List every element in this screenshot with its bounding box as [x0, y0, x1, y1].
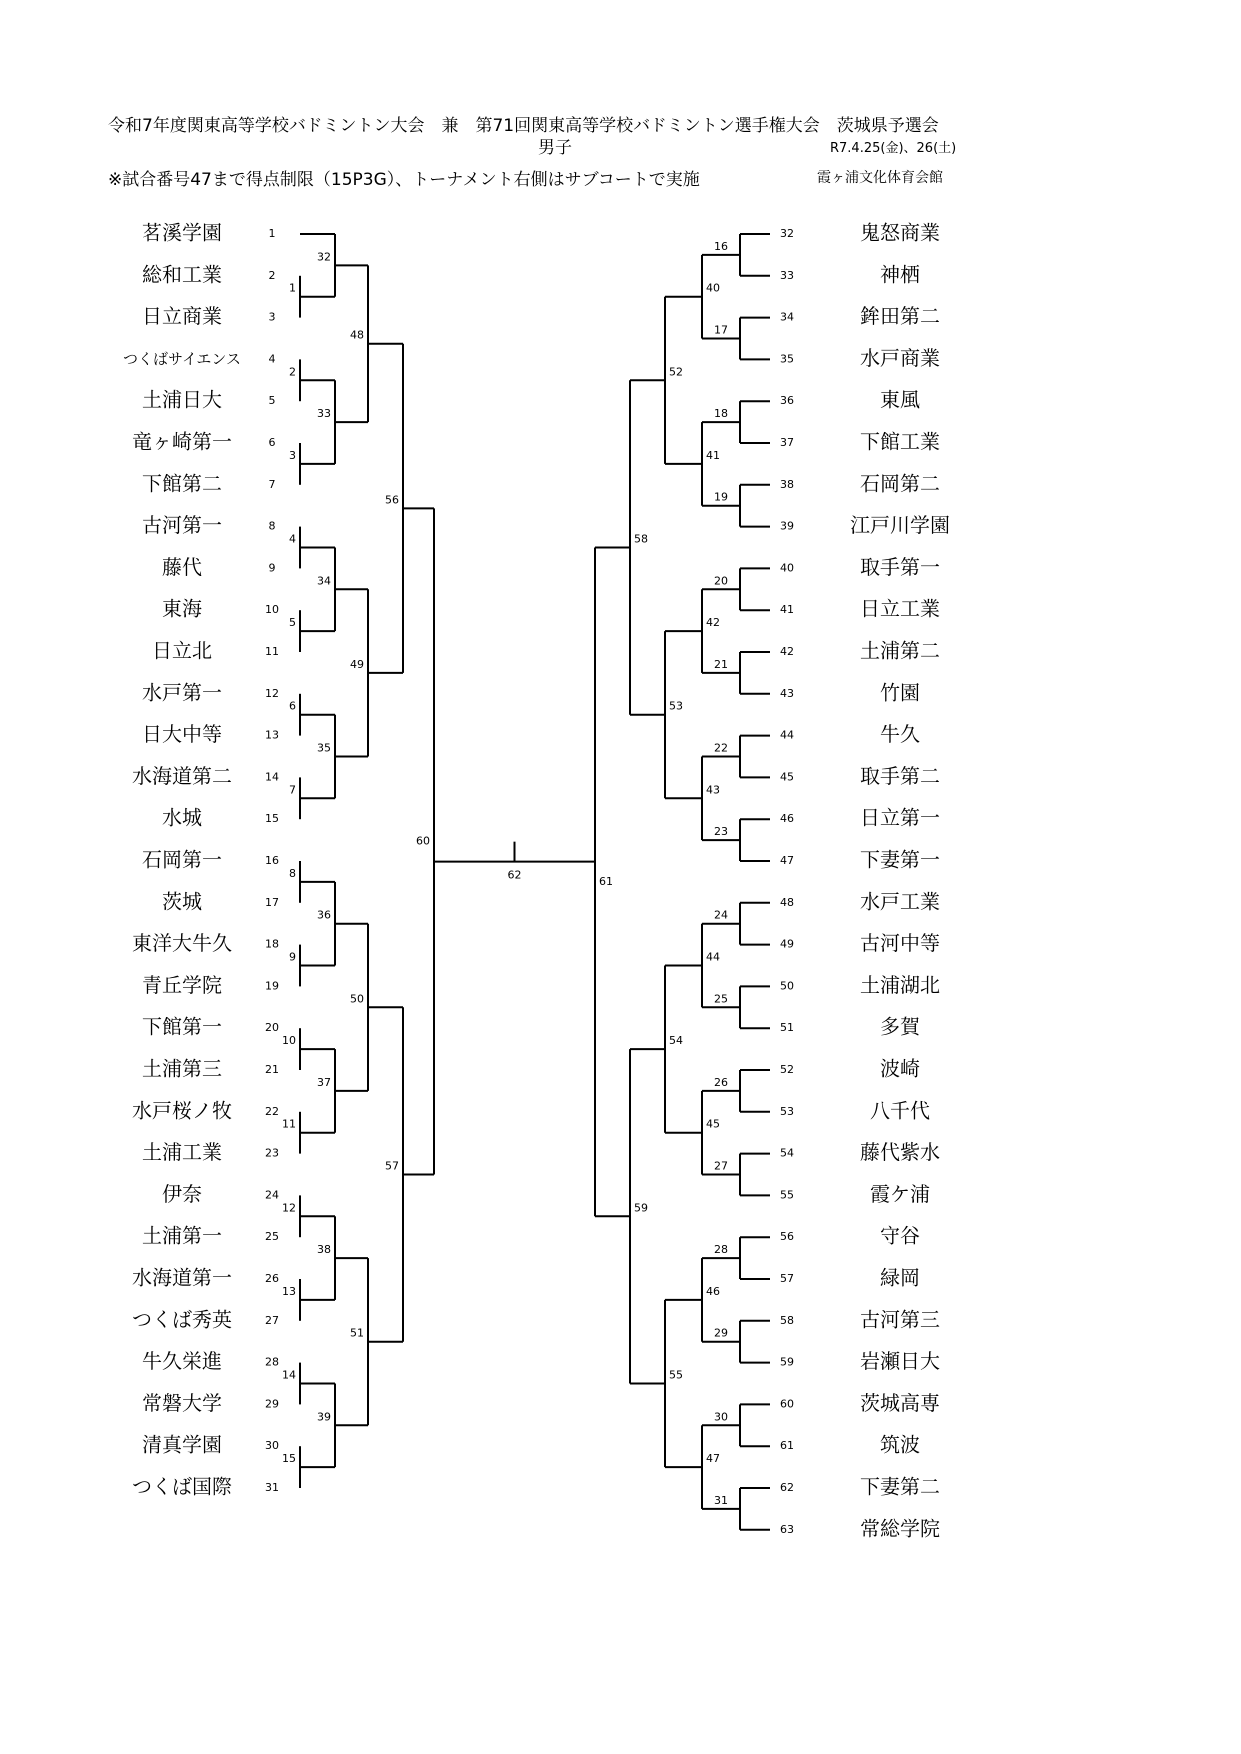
match-number: 6	[289, 699, 296, 713]
team-name: 鬼怒商業	[860, 220, 940, 245]
team-name: 水戸商業	[860, 345, 940, 370]
seed-number: 32	[780, 227, 794, 240]
team-name: 東風	[880, 387, 920, 412]
team-name: 取手第二	[860, 763, 940, 788]
seed-number: 35	[780, 352, 794, 366]
seed-number: 3	[268, 310, 276, 324]
seed-number: 2	[268, 268, 276, 282]
team-name: 多賀	[880, 1014, 920, 1039]
team-name: 常磐大学	[142, 1390, 222, 1415]
match-number: 19	[714, 490, 728, 504]
seed-number: 39	[780, 519, 794, 533]
seed-number: 14	[265, 770, 279, 784]
seed-number: 5	[268, 394, 276, 408]
seed-number: 53	[780, 1104, 794, 1118]
seed-number: 29	[265, 1397, 279, 1411]
team-name: 茨城	[162, 889, 202, 914]
seed-number: 11	[265, 645, 279, 658]
match-number: 33	[317, 407, 331, 421]
match-number: 5	[289, 616, 296, 630]
seed-number: 37	[780, 436, 794, 449]
team-name: 日立商業	[142, 304, 222, 329]
seed-number: 17	[265, 895, 279, 909]
seed-number: 51	[780, 1021, 794, 1035]
seed-number: 47	[780, 854, 794, 867]
match-number: 2	[289, 365, 296, 379]
seed-number: 9	[268, 561, 276, 575]
match-number: 24	[714, 908, 728, 922]
match-number: 54	[669, 1034, 683, 1048]
match-number: 13	[282, 1284, 296, 1298]
team-name: つくばサイエンス	[123, 349, 241, 368]
seed-number: 13	[265, 728, 279, 742]
team-name: 霞ケ浦	[870, 1181, 930, 1206]
match-number: 29	[714, 1326, 728, 1340]
team-name: 石岡第一	[142, 847, 222, 872]
seed-number: 59	[780, 1355, 794, 1369]
team-name: 竹園	[880, 680, 920, 705]
team-name: 土浦湖北	[860, 972, 940, 997]
seed-number: 46	[780, 812, 794, 826]
team-name: 下館工業	[860, 429, 940, 454]
seed-number: 50	[780, 979, 794, 993]
team-name: 波崎	[880, 1056, 920, 1081]
match-number: 20	[714, 574, 728, 588]
match-number: 22	[714, 741, 728, 755]
team-name: 土浦日大	[142, 387, 222, 412]
team-name: つくば国際	[132, 1474, 232, 1499]
seed-number: 61	[780, 1439, 794, 1453]
match-number: 40	[706, 281, 720, 295]
match-number: 36	[317, 908, 331, 922]
team-name: 茨城高専	[860, 1390, 940, 1415]
seed-number: 41	[780, 603, 794, 617]
seed-number: 21	[265, 1063, 279, 1076]
seed-number: 18	[265, 937, 279, 951]
team-name: 緑岡	[880, 1265, 920, 1290]
scoring-note: ※試合番号47まで得点制限（15P3G）、トーナメント右側はサブコートで実施	[108, 170, 700, 190]
team-name: 日大中等	[142, 722, 222, 747]
team-name: 常総学院	[860, 1516, 940, 1541]
match-number: 25	[714, 992, 728, 1006]
tournament-title: 令和7年度関東高等学校バドミントン大会 兼 第71回関東高等学校バドミントン選手権大会 茨城県予選会	[108, 116, 939, 136]
seed-number: 57	[780, 1272, 794, 1285]
match-number: 14	[282, 1368, 296, 1382]
match-number: 7	[289, 783, 296, 797]
team-name: 下館第二	[142, 471, 222, 496]
match-number: 8	[289, 866, 296, 880]
seed-number: 56	[780, 1230, 794, 1244]
team-name: 茗溪学園	[142, 220, 222, 245]
match-number: 51	[350, 1326, 364, 1340]
team-name: 東海	[162, 596, 202, 621]
team-name: 水戸工業	[860, 889, 940, 914]
seed-number: 44	[780, 728, 794, 742]
team-name: 青丘学院	[142, 972, 222, 997]
match-number: 46	[706, 1284, 720, 1298]
match-number: 61	[599, 874, 613, 888]
seed-number: 12	[265, 686, 279, 700]
seed-number: 7	[268, 477, 276, 491]
team-name: 水戸桜ノ牧	[132, 1098, 232, 1123]
match-number: 18	[714, 407, 728, 421]
venue-label: 霞ヶ浦文化体育会館	[817, 170, 943, 186]
seed-number: 63	[780, 1522, 794, 1536]
team-name: 鉾田第二	[860, 304, 940, 329]
team-name: 伊奈	[162, 1181, 202, 1206]
team-name: 牛久	[880, 722, 920, 747]
match-number: 17	[714, 323, 728, 337]
seed-number: 54	[780, 1146, 794, 1160]
match-number: 62	[507, 868, 522, 882]
seed-number: 55	[780, 1188, 794, 1202]
seed-number: 25	[265, 1230, 279, 1244]
team-name: 水海道第二	[132, 763, 232, 788]
team-name: 取手第一	[860, 554, 940, 579]
seed-number: 10	[265, 603, 279, 617]
team-name: 土浦工業	[142, 1140, 222, 1165]
seed-number: 1	[268, 227, 276, 240]
match-number: 50	[350, 992, 364, 1006]
team-name: 水戸第一	[142, 680, 222, 705]
match-number: 9	[289, 950, 296, 964]
seed-number: 22	[265, 1104, 279, 1118]
team-name: 岩瀬日大	[860, 1349, 940, 1374]
team-name: つくば秀英	[132, 1307, 232, 1332]
team-name: 古河第三	[860, 1307, 940, 1332]
team-name: 竜ヶ崎第一	[132, 429, 232, 454]
match-number: 16	[714, 239, 728, 253]
match-number: 47	[706, 1452, 720, 1466]
seed-number: 26	[265, 1272, 279, 1285]
match-number: 48	[350, 328, 364, 342]
seed-number: 36	[780, 394, 794, 408]
match-number: 35	[317, 741, 331, 755]
seed-number: 16	[265, 854, 279, 867]
event-dates: R7.4.25(金)、26(土)	[830, 141, 957, 156]
seed-number: 33	[780, 268, 794, 282]
match-number: 58	[634, 532, 648, 546]
team-name: 清真学園	[142, 1432, 222, 1457]
match-number: 56	[385, 493, 399, 507]
team-name: 下妻第二	[860, 1474, 940, 1499]
match-number: 11	[282, 1117, 296, 1131]
match-number: 43	[706, 783, 720, 797]
team-name: 藤代紫水	[860, 1140, 940, 1165]
team-name: 土浦第三	[142, 1056, 222, 1081]
match-number: 27	[714, 1159, 728, 1173]
team-name: 筑波	[880, 1432, 920, 1457]
seed-number: 45	[780, 770, 794, 784]
seed-number: 48	[780, 895, 794, 909]
team-name: 守谷	[880, 1223, 920, 1248]
team-name: 古河中等	[860, 931, 940, 956]
match-number: 52	[669, 365, 683, 379]
seed-number: 52	[780, 1063, 794, 1076]
match-number: 41	[706, 448, 720, 462]
match-number: 4	[289, 532, 296, 546]
match-number: 55	[669, 1368, 683, 1382]
match-number: 10	[282, 1034, 296, 1048]
seed-number: 15	[265, 812, 279, 826]
seed-number: 20	[265, 1021, 279, 1035]
team-name: 牛久栄進	[142, 1349, 222, 1374]
team-name: 水海道第一	[132, 1265, 232, 1290]
team-name: 土浦第二	[860, 638, 940, 663]
match-number: 42	[706, 616, 720, 630]
seed-number: 28	[265, 1355, 279, 1369]
team-name: 古河第一	[142, 513, 222, 538]
team-name: 水城	[162, 805, 202, 830]
division-label: 男子	[538, 138, 572, 158]
match-number: 23	[714, 825, 728, 839]
seed-number: 19	[265, 979, 279, 993]
seed-number: 60	[780, 1397, 794, 1411]
team-name: 日立北	[152, 638, 212, 663]
match-number: 44	[706, 950, 720, 964]
team-name: 総和工業	[142, 262, 222, 287]
seed-number: 24	[265, 1188, 279, 1202]
match-number: 59	[634, 1201, 648, 1215]
match-number: 31	[714, 1493, 728, 1507]
team-name: 東洋大牛久	[132, 931, 232, 956]
team-name: 日立工業	[860, 596, 940, 621]
match-number: 21	[714, 657, 728, 671]
seed-number: 42	[780, 645, 794, 658]
match-number: 32	[317, 250, 331, 264]
match-number: 26	[714, 1075, 728, 1089]
seed-number: 31	[265, 1481, 279, 1494]
seed-number: 58	[780, 1313, 794, 1327]
match-number: 39	[317, 1410, 331, 1424]
match-number: 38	[317, 1243, 331, 1257]
match-number: 28	[714, 1243, 728, 1257]
seed-number: 6	[268, 436, 276, 449]
match-number: 57	[385, 1159, 399, 1173]
seed-number: 62	[780, 1481, 794, 1494]
team-name: 八千代	[870, 1098, 930, 1123]
seed-number: 38	[780, 477, 794, 491]
match-number: 53	[669, 699, 683, 713]
match-number: 49	[350, 657, 364, 671]
seed-number: 27	[265, 1313, 279, 1327]
match-number: 45	[706, 1117, 720, 1131]
team-name: 下妻第一	[860, 847, 940, 872]
seed-number: 43	[780, 686, 794, 700]
seed-number: 30	[265, 1439, 279, 1453]
match-number: 3	[289, 448, 296, 462]
team-name: 土浦第一	[142, 1223, 222, 1248]
team-name: 藤代	[162, 554, 202, 579]
match-number: 12	[282, 1201, 296, 1215]
seed-number: 4	[268, 352, 276, 366]
match-number: 15	[282, 1452, 296, 1466]
team-name: 江戸川学園	[850, 513, 950, 538]
team-name: 日立第一	[860, 805, 940, 830]
team-name: 石岡第二	[860, 471, 940, 496]
match-number: 34	[317, 574, 331, 588]
seed-number: 40	[780, 561, 794, 575]
match-number: 37	[317, 1075, 331, 1089]
match-number: 30	[714, 1410, 728, 1424]
team-name: 神栖	[880, 262, 920, 287]
seed-number: 23	[265, 1146, 279, 1160]
seed-number: 49	[780, 937, 794, 951]
match-number: 1	[289, 281, 296, 295]
seed-number: 34	[780, 310, 794, 324]
match-number: 60	[416, 834, 430, 848]
seed-number: 8	[268, 519, 276, 533]
team-name: 下館第一	[142, 1014, 222, 1039]
